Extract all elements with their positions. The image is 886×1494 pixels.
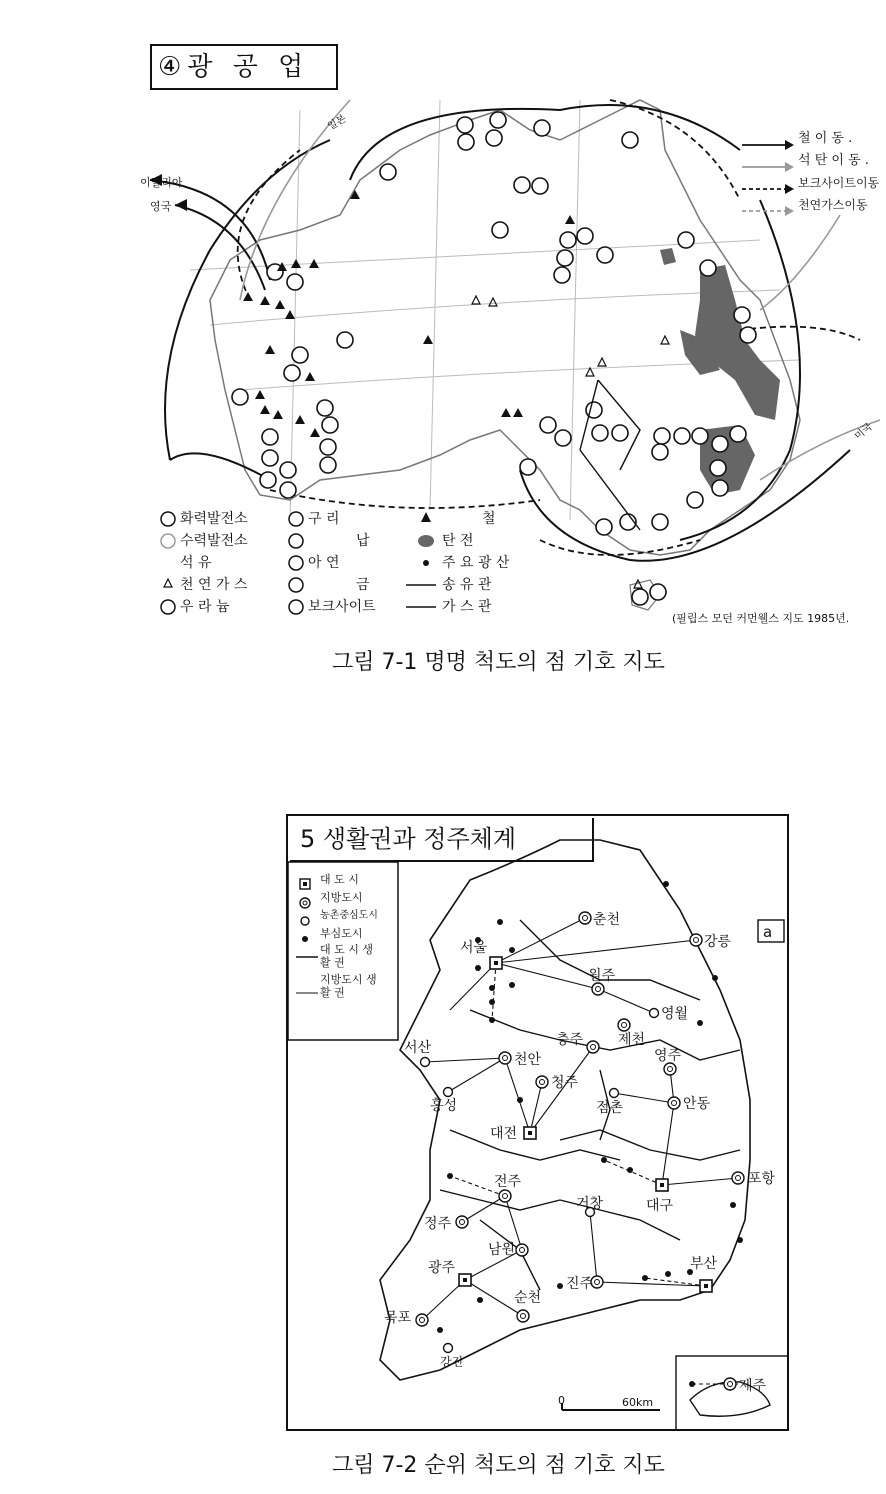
city-label-yeongwol: 영월 bbox=[661, 1006, 689, 1022]
city-label-mokpo: 목포 bbox=[384, 1310, 412, 1326]
city-label-cheonan: 천안 bbox=[514, 1052, 542, 1068]
legend-bauxite: 보크사이트 bbox=[308, 599, 376, 615]
legend-metropolis: 대 도 시 bbox=[320, 873, 359, 886]
legend-sub-center: 부심도시 bbox=[320, 927, 363, 940]
legend-gas-pipeline: 가 스 관 bbox=[442, 599, 492, 615]
city-label-busan: 부산 bbox=[690, 1256, 718, 1272]
city-label-chuncheon: 춘천 bbox=[593, 912, 621, 928]
legend-thermal-plant: 화력발전소 bbox=[180, 511, 248, 527]
scale-label: 60km bbox=[622, 1396, 654, 1409]
city-label-wonju: 원주 bbox=[588, 968, 616, 984]
legend-lead: 납 bbox=[356, 533, 370, 549]
figure1-title: ④광 공 업 bbox=[150, 44, 338, 90]
figure2-legend bbox=[320, 871, 396, 999]
scale-zero: 0 bbox=[558, 1394, 565, 1407]
figure1-caption: 그림 7-1 명명 척도의 점 기호 지도 bbox=[332, 650, 665, 675]
city-label-cheongju: 청주 bbox=[551, 1075, 579, 1091]
legend-oil: 석 유 bbox=[180, 555, 212, 571]
city-label-jecheon: 제천 bbox=[618, 1032, 646, 1048]
legend-hydro-plant: 수력발전소 bbox=[180, 533, 248, 549]
city-label-yeongju: 영주 bbox=[654, 1048, 682, 1064]
city-label-jinju: 진주 bbox=[566, 1276, 594, 1292]
city-label-seosan: 서산 bbox=[404, 1040, 432, 1056]
export-label-usa: 미국 bbox=[852, 421, 875, 443]
city-label-gwangju: 광주 bbox=[428, 1260, 456, 1276]
city-label-hongseong: 홍성 bbox=[430, 1098, 458, 1114]
legend-iron: 철 bbox=[482, 511, 496, 527]
city-label-gangneung: 강릉 bbox=[704, 934, 732, 950]
flow-legend-coal: 석 탄 이 동 . bbox=[798, 153, 869, 168]
flow-legend-iron: 철 이 동 . bbox=[798, 131, 853, 146]
city-label-namwon: 남원 bbox=[488, 1242, 516, 1258]
legend-zinc: 아 연 bbox=[308, 555, 340, 571]
legend-uranium: 우 라 늄 bbox=[180, 599, 230, 615]
city-label-suncheon: 순천 bbox=[514, 1290, 542, 1306]
city-label-daejeon: 대전 bbox=[490, 1126, 518, 1142]
city-label-chungju: 충주 bbox=[556, 1032, 584, 1048]
legend-regional-city: 지방도시 bbox=[320, 891, 363, 904]
legend-natural-gas: 천 연 가 스 bbox=[180, 577, 248, 593]
legend-regional-sphere: 지방도시 생 활 권 bbox=[320, 973, 377, 999]
flow-legend-bauxite: 보크사이트이동 bbox=[798, 176, 880, 190]
city-label-seoul: 서울 bbox=[460, 940, 488, 956]
city-label-andong: 안동 bbox=[683, 1096, 711, 1112]
city-label-jeonju: 전주 bbox=[494, 1174, 522, 1190]
city-label-geochang: 거창 bbox=[576, 1196, 604, 1212]
figure2-caption: 그림 7-2 순위 척도의 점 기호 지도 bbox=[332, 1453, 665, 1478]
legend-oil-pipeline: 송 유 관 bbox=[442, 577, 492, 593]
figure2-title: 5 생활권과 정주체계 bbox=[290, 818, 594, 862]
flow-legend-gas: 천연가스이동 bbox=[798, 198, 868, 212]
city-label-pohang: 포항 bbox=[748, 1171, 776, 1187]
city-label-gangjin: 강진 bbox=[440, 1355, 464, 1369]
inset-label: a bbox=[763, 923, 773, 941]
city-label-jeongju: 정주 bbox=[424, 1216, 452, 1232]
export-label-uk: 영국 bbox=[150, 200, 172, 213]
figure1-source: (필립스 모던 커먼웰스 지도 1985년. bbox=[672, 612, 850, 625]
export-label-japan: 일본 bbox=[326, 113, 349, 133]
city-label-jeju: 제주 bbox=[739, 1378, 767, 1394]
legend-metro-sphere: 대 도 시 생 활 권 bbox=[320, 943, 373, 969]
city-label-jeomchon: 점촌 bbox=[596, 1100, 624, 1116]
legend-gold: 금 bbox=[356, 577, 370, 593]
city-label-daegu: 대구 bbox=[646, 1198, 674, 1214]
export-label-italy: 이달리아 bbox=[140, 176, 183, 189]
legend-copper: 구 리 bbox=[308, 511, 340, 527]
legend-major-mine: 주 요 광 산 bbox=[442, 555, 510, 571]
legend-rural-center: 농촌중심도시 bbox=[320, 910, 378, 921]
legend-coalfield: 탄 전 bbox=[442, 533, 474, 549]
